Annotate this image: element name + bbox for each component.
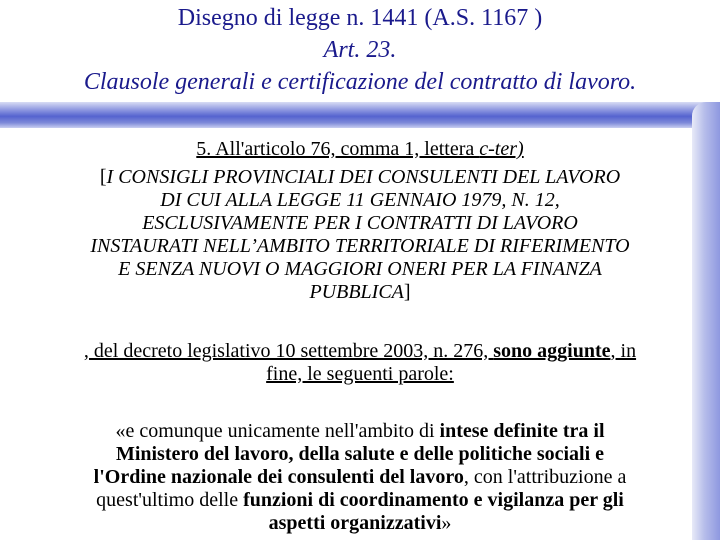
caps-line-5: E SENZA NUOVI O MAGGIORI ONERI PER LA FINANZA	[118, 258, 602, 280]
title-line-1: Disegno di legge n. 1441 (A.S. 1167 )	[177, 5, 543, 31]
paragraph-2-line-2: fine, le seguenti parole:	[266, 363, 454, 385]
paragraph-1-line-1	[0, 138, 720, 161]
bracket-close: ]	[403, 281, 411, 303]
caps-line-3: ESCLUSIVAMENTE PER I CONTRATTI DI LAVORO	[142, 212, 578, 234]
text-segment: 5. All'articolo 76, comma 1, lettera	[196, 138, 480, 160]
text-segment: I CONSIGLI PROVINCIALI DEI CONSULENTI DEL LAVORO	[106, 166, 621, 188]
caps-line-6	[0, 281, 720, 304]
quote-line-2: Ministero del lavoro, della salute e delle politiche sociali e	[115, 443, 605, 465]
quote-line-1	[0, 420, 720, 443]
caps-line-2: DI CUI ALLA LEGGE 11 GENNAIO 1979, N. 12,	[160, 189, 560, 211]
text-segment-bold: l'Ordine nazionale dei consulenti del lavoro	[93, 466, 464, 488]
text-segment-italic: c-ter)	[479, 138, 524, 160]
text-segment: «e comunque unicamente nell'ambito di	[115, 420, 440, 442]
text-segment: , del decreto legislativo 10 settembre 2003, n. 276,	[83, 340, 494, 362]
quote-line-3	[0, 466, 720, 489]
text-segment-bold: sono aggiunte	[493, 340, 611, 362]
title-line-3: Clausole generali e certificazione del contratto di lavoro.	[83, 69, 637, 95]
caps-line-4: INSTAURATI NELL’AMBITO TERRITORIALE DI RIFERIMENTO	[90, 235, 630, 257]
text-segment: , in	[610, 340, 637, 362]
quote-line-5	[0, 512, 720, 535]
text-segment: »	[441, 512, 452, 534]
paragraph-2-line-1	[0, 340, 720, 363]
bracket-open: [	[99, 166, 107, 188]
text-segment: quest'ultimo delle	[96, 489, 244, 511]
title-line-2: Art. 23.	[323, 37, 397, 63]
text-segment-bold: aspetti organizzativi	[268, 512, 442, 534]
text-segment-bold: funzioni di coordinamento e vigilanza per gli	[243, 489, 624, 511]
caps-line-1	[0, 166, 720, 189]
text-segment-bold: intese definite tra il	[439, 420, 605, 442]
text-segment: , con l'attribuzione a	[463, 466, 627, 488]
text-segment-italic: PUBBLICA	[309, 281, 404, 303]
quote-line-4	[0, 489, 720, 512]
